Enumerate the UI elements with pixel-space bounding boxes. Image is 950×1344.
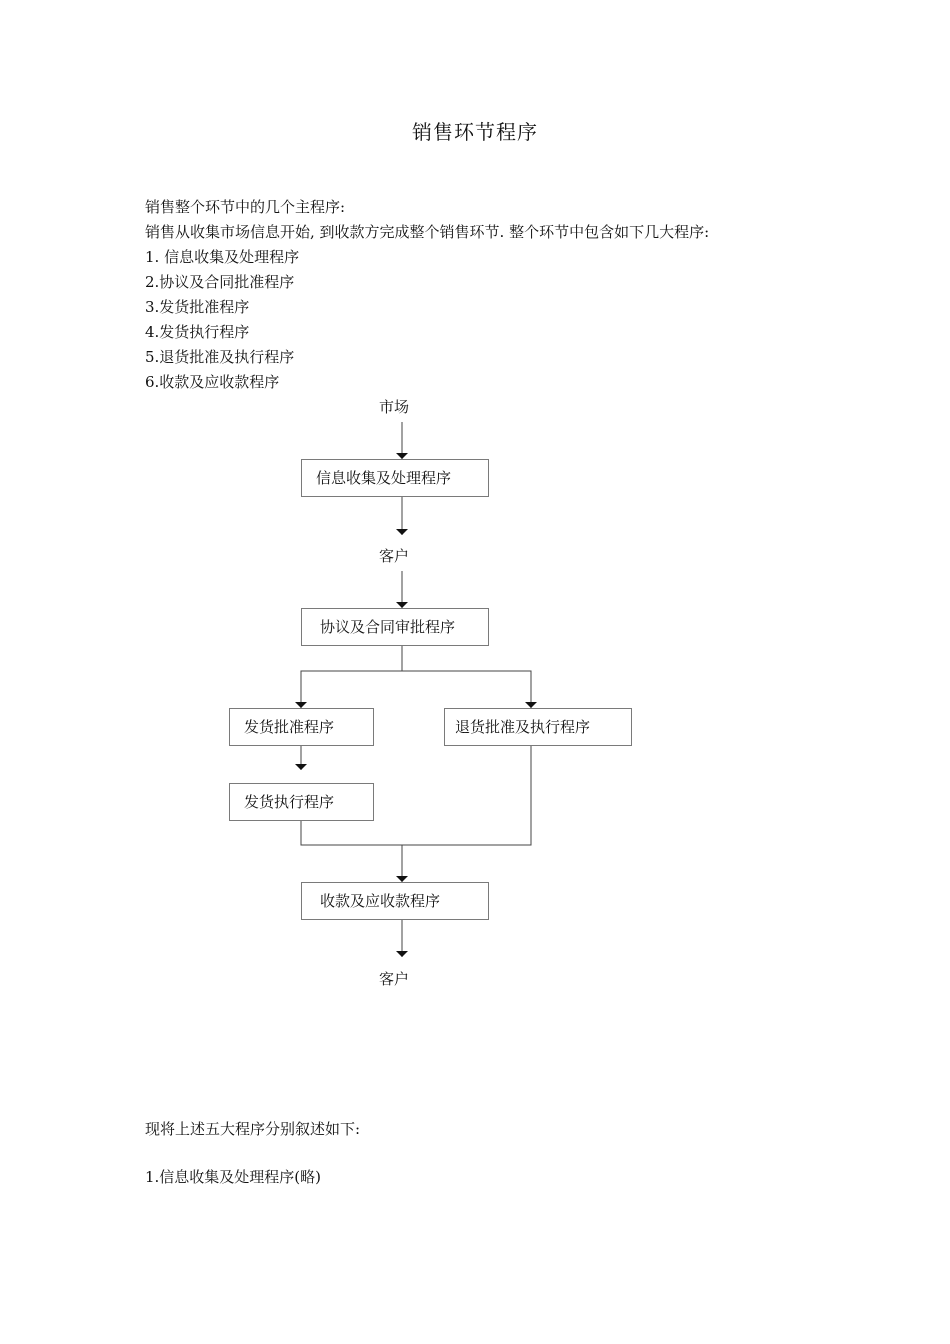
program-list-item: 3.发货批准程序 <box>145 298 250 316</box>
program-list-item: 1. 信息收集及处理程序 <box>145 248 300 266</box>
flow-step-contract-approval: 协议及合同审批程序 <box>301 608 489 646</box>
program-list-item: 2.协议及合同批准程序 <box>145 273 295 291</box>
flow-step-info-collection: 信息收集及处理程序 <box>301 459 489 497</box>
program-list-item: 4.发货执行程序 <box>145 323 250 341</box>
flow-step-shipping-execution: 发货执行程序 <box>229 783 374 821</box>
summary-line: 现将上述五大程序分别叙述如下: <box>145 1120 361 1138</box>
program-list-item: 6.收款及应收款程序 <box>145 373 280 391</box>
program-list-item: 5.退货批准及执行程序 <box>145 348 295 366</box>
intro-heading: 销售整个环节中的几个主程序: <box>145 198 346 216</box>
document-title: 销售环节程序 <box>412 120 538 144</box>
flow-start-market: 市场 <box>379 398 410 416</box>
flow-step-return-approval: 退货批准及执行程序 <box>444 708 632 746</box>
flow-end-customer: 客户 <box>379 970 410 988</box>
intro-description: 销售从收集市场信息开始, 到收款方完成整个销售环节. 整个环节中包含如下几大程序: <box>145 223 710 241</box>
flow-step-collection: 收款及应收款程序 <box>301 882 489 920</box>
flow-customer-label: 客户 <box>379 547 410 565</box>
section-heading-1: 1.信息收集及处理程序(略) <box>145 1168 322 1186</box>
flow-step-shipping-approval: 发货批准程序 <box>229 708 374 746</box>
